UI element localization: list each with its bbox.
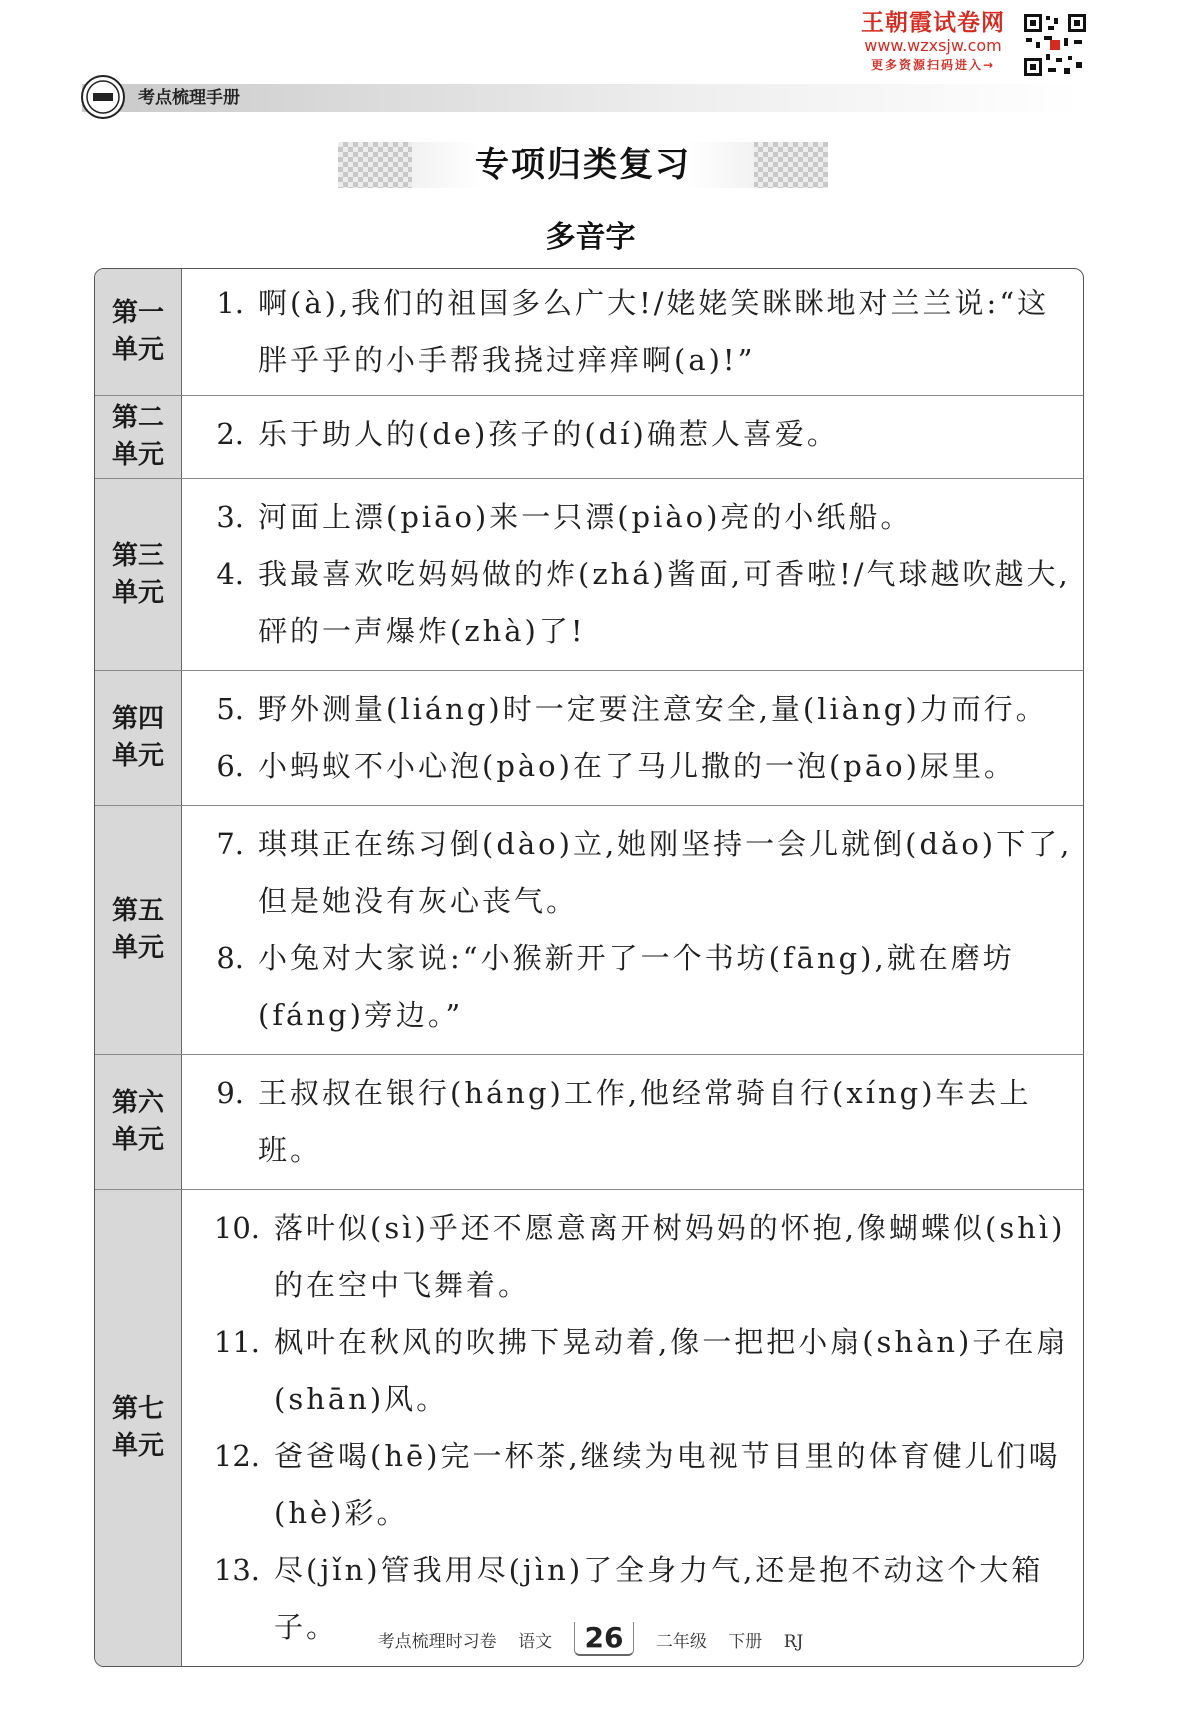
list-item <box>182 546 1073 660</box>
handbook-title: 考点梳理手册 <box>138 88 240 108</box>
unit-items <box>182 479 1083 670</box>
unit-label-cell <box>95 671 182 805</box>
unit-label-cell <box>95 479 182 670</box>
brand-more-text: 更多资源扫码进入→ <box>870 58 996 72</box>
brand-name: 王朝霞试卷网 <box>861 10 1005 36</box>
unit-row <box>95 1189 1083 1666</box>
unit-row <box>95 670 1083 805</box>
unit-items <box>182 1190 1083 1666</box>
unit-items <box>182 671 1083 805</box>
brand-block <box>848 10 1018 74</box>
list-item <box>182 406 1073 463</box>
list-item <box>182 1314 1073 1428</box>
item-text: 尽(jǐn)管我用尽(jìn)了全身力气,还是抱不动这个大箱子。 <box>274 1553 1044 1644</box>
item-number: 6. <box>216 749 244 783</box>
footer-book: 考点梳理时习卷 <box>377 1632 497 1652</box>
list-item <box>182 1428 1073 1542</box>
item-text: 河面上漂(piāo)来一只漂(piào)亮的小纸船。 <box>258 500 913 534</box>
item-text: 王叔叔在银行(háng)工作,他经常骑自行(xíng)车去上班。 <box>258 1076 1032 1167</box>
item-number: 10. <box>213 1211 260 1245</box>
unit-items <box>182 269 1083 395</box>
unit-items <box>182 396 1083 478</box>
item-number: 12. <box>213 1439 260 1473</box>
unit-label: 第五单元 <box>111 896 164 963</box>
unit-label-cell <box>95 1055 182 1189</box>
list-item <box>182 681 1073 738</box>
unit-row <box>95 805 1083 1054</box>
unit-label: 第六单元 <box>111 1088 164 1155</box>
item-number: 5. <box>216 692 244 726</box>
unit-items <box>182 1055 1083 1189</box>
item-number: 1. <box>216 286 244 320</box>
title-banner <box>338 142 828 188</box>
unit-label: 第二单元 <box>111 403 164 470</box>
item-number: 3. <box>216 500 244 534</box>
review-table <box>94 268 1084 1667</box>
item-number: 11. <box>213 1325 260 1359</box>
unit-label-cell <box>95 806 182 1054</box>
item-text: 啊(à),我们的祖国多么广大!/姥姥笑眯眯地对兰兰说:“这胖乎乎的小手帮我挠过痒痒啊(a)!” <box>258 286 1050 377</box>
list-item <box>182 930 1073 1044</box>
item-text: 野外测量(liáng)时一定要注意安全,量(liàng)力而行。 <box>258 692 1048 726</box>
unit-row <box>95 269 1083 395</box>
footer-grade: 二年级 <box>655 1632 707 1652</box>
unit-label-cell <box>95 1190 182 1666</box>
item-text: 琪琪正在练习倒(dào)立,她刚坚持一会儿就倒(dǎo)下了,但是她没有灰心丧气。 <box>258 827 1073 918</box>
item-number: 4. <box>216 557 244 591</box>
unit-label-cell <box>95 396 182 478</box>
unit-label: 第一单元 <box>111 298 164 365</box>
list-item <box>182 1065 1073 1179</box>
item-text: 爸爸喝(hē)完一杯茶,继续为电视节目里的体育健儿们喝(hè)彩。 <box>274 1439 1061 1530</box>
item-number: 8. <box>216 941 244 975</box>
footer-edition: RJ <box>783 1632 804 1652</box>
section-subtitle: 多音字 <box>545 220 636 255</box>
brand-url[interactable]: www.wzxsjw.com <box>864 36 1002 55</box>
page-number: 26 <box>574 1622 635 1656</box>
page-title: 专项归类复习 <box>412 142 754 188</box>
item-text: 小兔对大家说:“小猴新开了一个书坊(fāng),就在磨坊(fáng)旁边。” <box>258 941 1015 1032</box>
list-item <box>182 489 1073 546</box>
unit-label: 第三单元 <box>111 540 164 608</box>
item-text: 落叶似(sì)乎还不愿意离开树妈妈的怀抱,像蝴蝶似(shì)的在空中飞舞着。 <box>274 1211 1066 1302</box>
item-number: 2. <box>216 417 244 451</box>
item-number: 13. <box>213 1553 260 1587</box>
unit-row <box>95 1054 1083 1189</box>
list-item <box>182 816 1073 930</box>
qr-code-icon[interactable] <box>1022 12 1088 78</box>
list-item <box>182 1200 1073 1314</box>
page-footer <box>0 1622 1181 1662</box>
item-number: 7. <box>216 827 244 861</box>
unit-row <box>95 395 1083 478</box>
item-text: 我最喜欢吃妈妈做的炸(zhá)酱面,可香啦!/气球越吹越大,砰的一声爆炸(zhà)了! <box>258 557 1071 648</box>
publisher-logo-icon <box>80 74 126 120</box>
footer-subject: 语文 <box>518 1632 553 1652</box>
unit-label: 第七单元 <box>111 1394 164 1461</box>
item-text: 枫叶在秋风的吹拂下晃动着,像一把把小扇(shàn)子在扇(shān)风。 <box>274 1325 1069 1416</box>
item-text: 小蚂蚁不小心泡(pào)在了马儿撒的一泡(pāo)尿里。 <box>258 749 1016 783</box>
item-text: 乐于助人的(de)孩子的(dí)确惹人喜爱。 <box>258 417 839 451</box>
item-number: 9. <box>216 1076 244 1110</box>
list-item <box>182 738 1073 795</box>
unit-row <box>95 478 1083 670</box>
footer-volume: 下册 <box>728 1632 763 1652</box>
unit-items <box>182 806 1083 1054</box>
unit-label: 第四单元 <box>111 704 164 771</box>
list-item <box>182 275 1073 389</box>
unit-label-cell <box>95 269 182 395</box>
